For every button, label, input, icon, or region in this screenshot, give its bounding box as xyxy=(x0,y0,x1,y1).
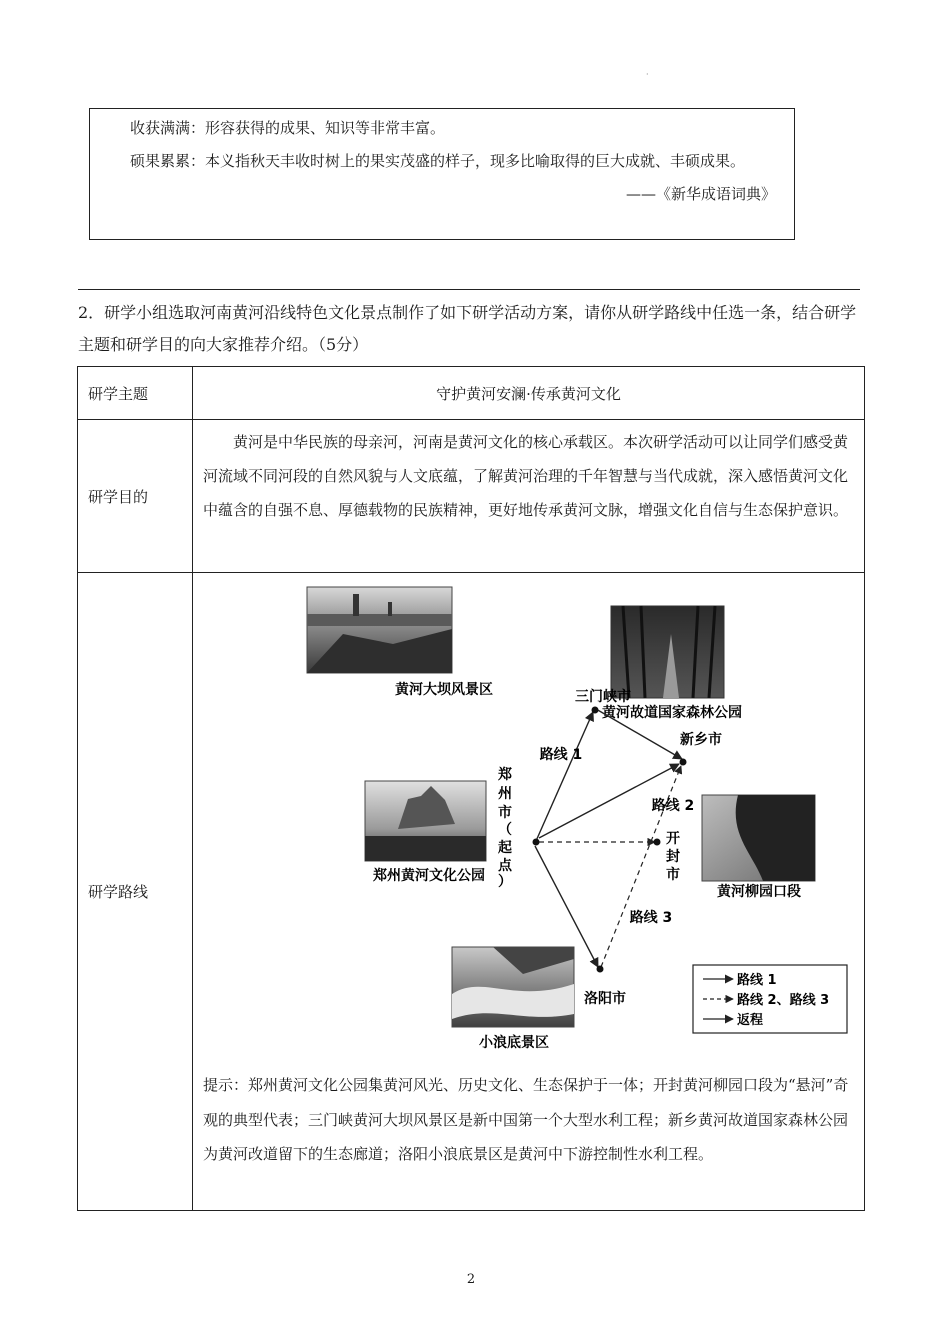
quote-source: ——《新华成语词典》 xyxy=(625,185,776,203)
photo-forest xyxy=(611,606,724,698)
study-plan-table xyxy=(77,366,865,1211)
label-forest: 黄河故道国家森林公园 xyxy=(602,705,742,721)
svg-text:（: （ xyxy=(498,822,512,838)
dot-xinxiang xyxy=(680,759,687,766)
theme-content: 守护黄河安澜·传承黄河文化 xyxy=(436,384,621,403)
quote-line-2: 硕果累累：本义指秋天丰收时树上的果实茂盛的样子，现多比喻取得的巨大成就、丰硕成果。 xyxy=(130,152,746,170)
svg-text:市: 市 xyxy=(666,867,680,883)
page-number: 2 xyxy=(466,1272,476,1287)
question-text: 2．研学小组选取河南黄河沿线特色文化景点制作了如下研学活动方案，请你从研学路线中任选一条，结合研学主题和研学目的向大家推荐介绍。（5分） xyxy=(78,303,857,354)
label-zhengzhou-park: 郑州黄河文化公园 xyxy=(373,868,485,884)
svg-text:郑: 郑 xyxy=(498,767,512,783)
route-label: 研学路线 xyxy=(88,883,149,901)
svg-text:市: 市 xyxy=(498,805,512,821)
dot-luoyang xyxy=(597,966,604,973)
dot-zhengzhou xyxy=(533,839,540,846)
quote-line-1: 收获满满：形容获得的成果、知识等非常丰富。 xyxy=(130,119,446,137)
svg-text:点: 点 xyxy=(498,858,512,874)
label-xiaolangdi: 小浪底景区 xyxy=(479,1035,549,1051)
dot-sanmenxia xyxy=(592,707,599,714)
legend xyxy=(693,965,847,1033)
svg-text:开: 开 xyxy=(666,831,680,847)
table-row-line xyxy=(78,419,864,420)
photo-liuyuankou xyxy=(702,795,815,881)
dot-kaifeng xyxy=(654,839,661,846)
label-luoyang: 洛阳市 xyxy=(584,991,626,1007)
label-xinxiang: 新乡市 xyxy=(680,732,722,748)
label-liuyuankou: 黄河柳园口段 xyxy=(717,884,801,900)
photo-zhengzhou-park xyxy=(365,781,486,861)
route-map-area xyxy=(193,574,864,1210)
photo-xiaolangdi xyxy=(452,947,574,1027)
legend-item-2: 路线 2、路线 3 xyxy=(737,993,830,1008)
dictionary-quote-box xyxy=(89,108,795,240)
purpose-label: 研学目的 xyxy=(88,487,149,506)
label-kaifeng xyxy=(666,831,680,883)
svg-text:）: ） xyxy=(498,874,512,890)
hint-text: 提示：郑州黄河文化公园集黄河风光、历史文化、生态保护于一体；开封黄河柳园口段为“悬河”奇观的典型代表；三门峡黄河大坝风景区是新中国第一个大型水利工程；新乡黄河故道国家森林公园为黄河改道留下的生态廊道；洛阳小浪底景区是黄河中下游控制性水利工程。 xyxy=(203,1076,849,1163)
table-row-line xyxy=(78,572,864,573)
photo-dam xyxy=(307,587,452,673)
theme-label: 研学主题 xyxy=(88,384,149,403)
label-dam: 黄河大坝风景区 xyxy=(395,682,493,698)
svg-text:州: 州 xyxy=(498,786,512,802)
route-label-3: 路线 3 xyxy=(629,910,673,926)
legend-item-1: 路线 1 xyxy=(737,973,777,988)
label-zhengzhou xyxy=(497,766,513,890)
route-map xyxy=(193,574,864,1054)
section-divider xyxy=(78,289,860,290)
route-label-1: 路线 1 xyxy=(539,747,583,763)
svg-text:起: 起 xyxy=(498,840,512,856)
purpose-content: 黄河是中华民族的母亲河，河南是黄河文化的核心承载区。本次研学活动可以让同学们感受黄河流域不同河段的自然风貌与人文底蕴，了解黄河治理的千年智慧与当代成就，深入感悟黄河文化中蕴含的自强不息、厚德载物的民族精神，更好地传承黄河文脉，增强文化自信与生态保护意识。 xyxy=(203,433,849,519)
legend-item-3: 返程 xyxy=(737,1013,764,1028)
speck: · xyxy=(646,70,649,79)
label-sanmenxia: 三门峡市 xyxy=(575,689,631,705)
svg-text:封: 封 xyxy=(666,849,680,865)
question-2 xyxy=(78,297,864,361)
route-label-2: 路线 2 xyxy=(651,798,695,814)
